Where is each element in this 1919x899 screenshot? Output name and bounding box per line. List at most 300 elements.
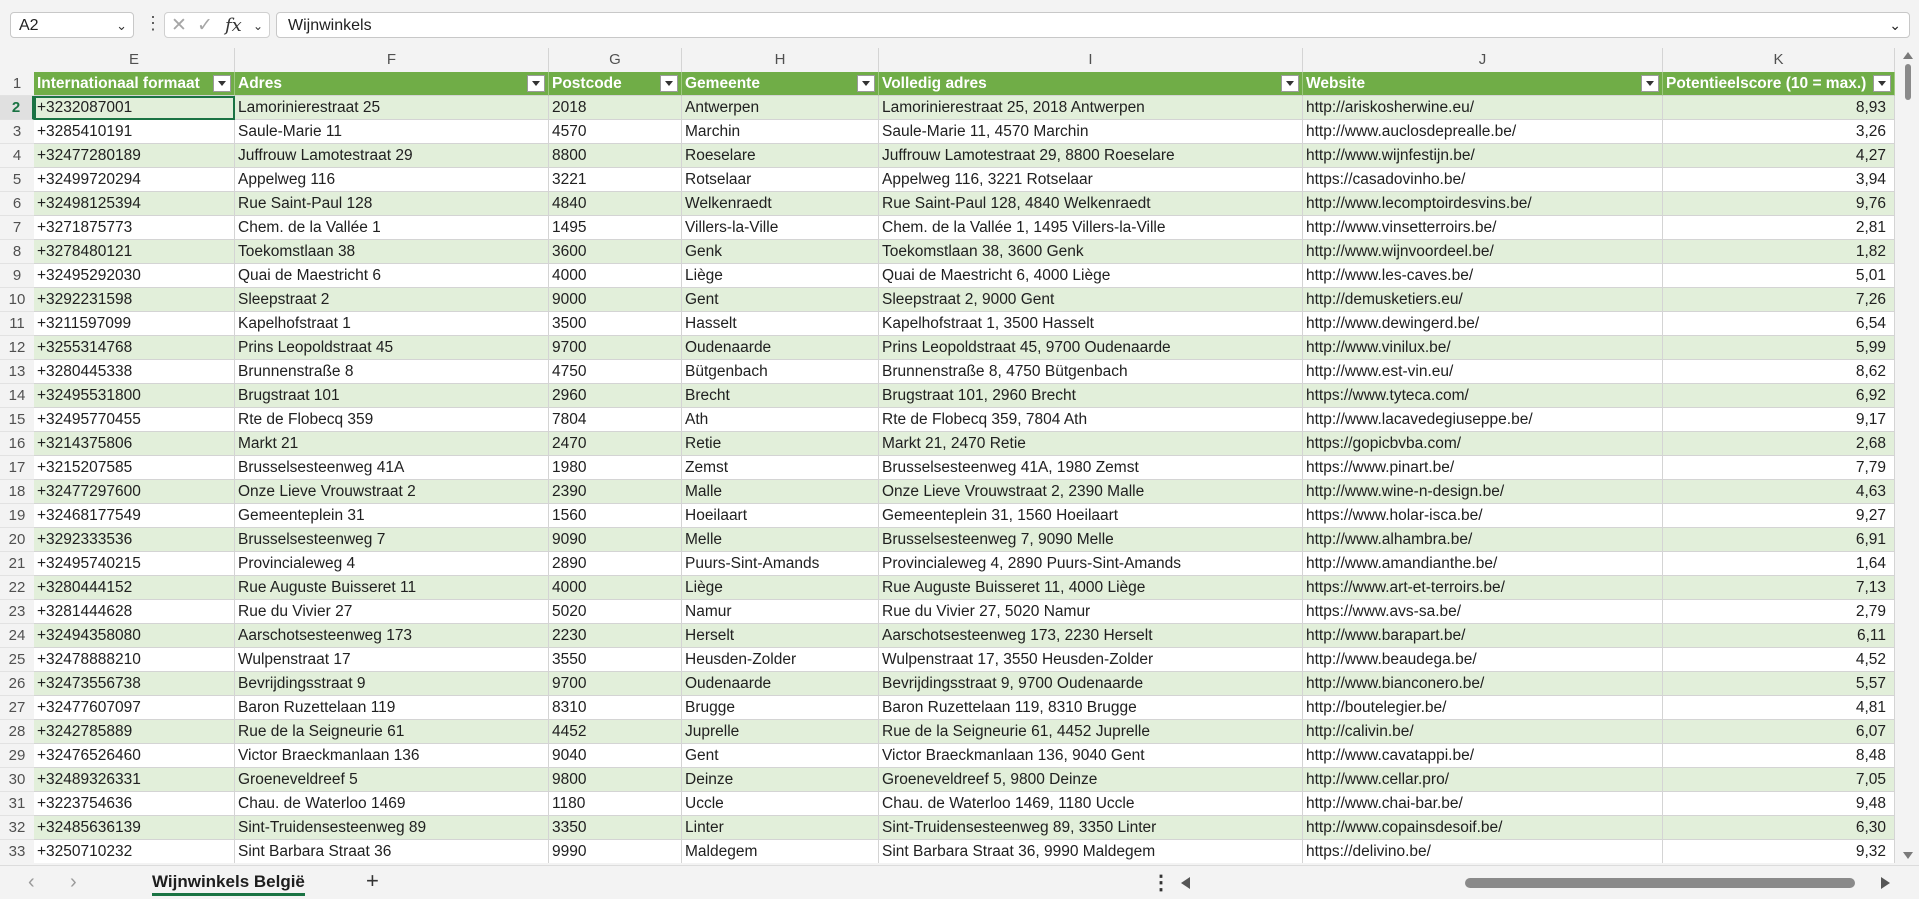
table-cell[interactable] xyxy=(235,672,549,696)
table-cell[interactable] xyxy=(549,192,682,216)
row-header[interactable]: 8 xyxy=(0,240,34,264)
table-cell[interactable] xyxy=(682,216,879,240)
table-cell[interactable] xyxy=(34,432,235,456)
sheet-tab[interactable] xyxy=(140,870,317,896)
row-header[interactable]: 2 xyxy=(0,96,34,120)
chevron-down-icon[interactable]: ⌄ xyxy=(253,19,264,33)
function-icon[interactable]: fx xyxy=(225,15,242,36)
table-cell[interactable] xyxy=(549,792,682,816)
table-cell[interactable] xyxy=(1663,144,1895,168)
table-cell[interactable] xyxy=(34,96,235,120)
table-cell[interactable] xyxy=(34,264,235,288)
table-cell[interactable] xyxy=(34,816,235,840)
table-cell[interactable] xyxy=(682,192,879,216)
table-cell[interactable] xyxy=(1663,288,1895,312)
table-cell[interactable] xyxy=(1303,768,1663,792)
table-cell[interactable] xyxy=(879,120,1303,144)
chevron-down-icon[interactable]: ⌄ xyxy=(116,18,127,33)
row-header[interactable]: 12 xyxy=(0,336,34,360)
table-cell[interactable] xyxy=(1663,552,1895,576)
table-cell[interactable] xyxy=(34,744,235,768)
table-cell[interactable] xyxy=(1663,264,1895,288)
table-cell[interactable] xyxy=(1663,720,1895,744)
spreadsheet-grid[interactable] xyxy=(0,48,1895,863)
table-cell[interactable] xyxy=(1663,504,1895,528)
row-header[interactable]: 4 xyxy=(0,144,34,168)
table-cell[interactable] xyxy=(1303,408,1663,432)
table-cell[interactable] xyxy=(879,144,1303,168)
row-header[interactable]: 3 xyxy=(0,120,34,144)
table-cell[interactable] xyxy=(549,504,682,528)
table-cell[interactable] xyxy=(1663,96,1895,120)
column-header[interactable]: H xyxy=(682,48,879,72)
table-cell[interactable] xyxy=(34,192,235,216)
row-header[interactable]: 26 xyxy=(0,672,34,696)
table-cell[interactable] xyxy=(1303,120,1663,144)
table-cell[interactable] xyxy=(1663,384,1895,408)
column-header[interactable]: E xyxy=(34,48,235,72)
name-box[interactable] xyxy=(10,12,134,38)
row-header[interactable]: 17 xyxy=(0,456,34,480)
table-cell[interactable] xyxy=(1303,840,1663,863)
table-cell[interactable] xyxy=(1303,240,1663,264)
table-cell[interactable] xyxy=(549,720,682,744)
scroll-right-icon[interactable] xyxy=(1881,877,1890,889)
scroll-up-icon[interactable] xyxy=(1903,52,1913,59)
row-header[interactable]: 33 xyxy=(0,840,34,863)
table-cell[interactable] xyxy=(1303,360,1663,384)
table-cell[interactable] xyxy=(34,576,235,600)
table-cell[interactable] xyxy=(1663,192,1895,216)
column-header[interactable]: K xyxy=(1663,48,1895,72)
filter-dropdown-icon[interactable] xyxy=(857,75,875,92)
row-header[interactable]: 31 xyxy=(0,792,34,816)
row-header[interactable]: 24 xyxy=(0,624,34,648)
table-cell[interactable] xyxy=(549,432,682,456)
table-cell[interactable] xyxy=(549,456,682,480)
table-cell[interactable] xyxy=(1303,576,1663,600)
table-cell[interactable] xyxy=(34,624,235,648)
table-cell[interactable] xyxy=(1303,456,1663,480)
table-cell[interactable] xyxy=(549,120,682,144)
table-cell[interactable] xyxy=(1663,600,1895,624)
more-icon[interactable]: ⋮ xyxy=(1151,872,1171,894)
table-cell[interactable] xyxy=(879,720,1303,744)
table-cell[interactable] xyxy=(34,696,235,720)
table-cell[interactable] xyxy=(682,840,879,863)
table-cell[interactable] xyxy=(1303,792,1663,816)
table-cell[interactable] xyxy=(682,528,879,552)
table-cell[interactable] xyxy=(879,336,1303,360)
row-header[interactable]: 5 xyxy=(0,168,34,192)
table-cell[interactable] xyxy=(235,432,549,456)
table-cell[interactable] xyxy=(34,240,235,264)
table-cell[interactable] xyxy=(34,792,235,816)
table-cell[interactable] xyxy=(549,672,682,696)
table-cell[interactable] xyxy=(235,264,549,288)
table-cell[interactable] xyxy=(682,696,879,720)
row-header[interactable]: 15 xyxy=(0,408,34,432)
table-cell[interactable] xyxy=(34,648,235,672)
table-cell[interactable] xyxy=(1663,696,1895,720)
table-cell[interactable] xyxy=(235,792,549,816)
chevron-down-icon[interactable]: ⌄ xyxy=(1889,17,1901,33)
row-header[interactable]: 20 xyxy=(0,528,34,552)
table-cell[interactable] xyxy=(549,360,682,384)
table-cell[interactable] xyxy=(682,312,879,336)
table-cell[interactable] xyxy=(34,504,235,528)
table-cell[interactable] xyxy=(1663,336,1895,360)
column-header[interactable]: G xyxy=(549,48,682,72)
table-cell[interactable] xyxy=(1303,696,1663,720)
table-cell[interactable] xyxy=(1303,96,1663,120)
table-cell[interactable] xyxy=(34,168,235,192)
table-cell[interactable] xyxy=(235,624,549,648)
column-title-cell[interactable] xyxy=(682,72,879,96)
row-header[interactable]: 25 xyxy=(0,648,34,672)
table-cell[interactable] xyxy=(549,744,682,768)
table-cell[interactable] xyxy=(235,240,549,264)
table-cell[interactable] xyxy=(34,480,235,504)
table-cell[interactable] xyxy=(1663,816,1895,840)
row-header[interactable]: 6 xyxy=(0,192,34,216)
table-cell[interactable] xyxy=(682,384,879,408)
table-cell[interactable] xyxy=(1303,744,1663,768)
table-cell[interactable] xyxy=(235,384,549,408)
table-cell[interactable] xyxy=(682,624,879,648)
table-cell[interactable] xyxy=(879,672,1303,696)
table-cell[interactable] xyxy=(1303,600,1663,624)
row-header[interactable]: 10 xyxy=(0,288,34,312)
table-cell[interactable] xyxy=(1663,744,1895,768)
table-cell[interactable] xyxy=(235,552,549,576)
table-cell[interactable] xyxy=(549,816,682,840)
table-cell[interactable] xyxy=(549,840,682,863)
table-cell[interactable] xyxy=(549,264,682,288)
table-cell[interactable] xyxy=(549,408,682,432)
table-cell[interactable] xyxy=(879,360,1303,384)
table-cell[interactable] xyxy=(1303,528,1663,552)
table-cell[interactable] xyxy=(34,384,235,408)
table-cell[interactable] xyxy=(682,648,879,672)
table-cell[interactable] xyxy=(549,768,682,792)
table-cell[interactable] xyxy=(235,840,549,863)
table-cell[interactable] xyxy=(1663,624,1895,648)
table-cell[interactable] xyxy=(235,192,549,216)
table-cell[interactable] xyxy=(879,744,1303,768)
row-header[interactable]: 23 xyxy=(0,600,34,624)
table-cell[interactable] xyxy=(549,168,682,192)
table-cell[interactable] xyxy=(879,552,1303,576)
row-header[interactable]: 1 xyxy=(0,72,34,96)
table-cell[interactable] xyxy=(682,816,879,840)
table-cell[interactable] xyxy=(34,216,235,240)
filter-dropdown-icon[interactable] xyxy=(1641,75,1659,92)
table-cell[interactable] xyxy=(879,504,1303,528)
table-cell[interactable] xyxy=(235,120,549,144)
table-cell[interactable] xyxy=(1303,384,1663,408)
row-header[interactable]: 9 xyxy=(0,264,34,288)
table-cell[interactable] xyxy=(1303,216,1663,240)
formula-input[interactable] xyxy=(276,12,1910,38)
row-header[interactable]: 18 xyxy=(0,480,34,504)
table-cell[interactable] xyxy=(549,696,682,720)
table-cell[interactable] xyxy=(235,144,549,168)
vertical-scroll-thumb[interactable] xyxy=(1905,64,1911,100)
column-title-cell[interactable] xyxy=(34,72,235,96)
table-cell[interactable] xyxy=(682,600,879,624)
table-cell[interactable] xyxy=(1303,624,1663,648)
table-cell[interactable] xyxy=(549,336,682,360)
table-cell[interactable] xyxy=(34,720,235,744)
table-cell[interactable] xyxy=(682,96,879,120)
row-header[interactable]: 13 xyxy=(0,360,34,384)
table-cell[interactable] xyxy=(682,336,879,360)
horizontal-scroll-thumb[interactable] xyxy=(1465,878,1855,888)
chevron-right-icon[interactable]: › xyxy=(70,871,77,893)
table-cell[interactable] xyxy=(549,312,682,336)
column-header[interactable]: F xyxy=(235,48,549,72)
scroll-left-icon[interactable] xyxy=(1181,877,1190,889)
column-title-cell[interactable] xyxy=(879,72,1303,96)
table-cell[interactable] xyxy=(34,600,235,624)
table-cell[interactable] xyxy=(34,840,235,863)
table-cell[interactable] xyxy=(682,120,879,144)
row-header[interactable]: 29 xyxy=(0,744,34,768)
table-cell[interactable] xyxy=(879,768,1303,792)
table-cell[interactable] xyxy=(235,576,549,600)
table-cell[interactable] xyxy=(1663,360,1895,384)
table-cell[interactable] xyxy=(34,288,235,312)
table-cell[interactable] xyxy=(34,768,235,792)
table-cell[interactable] xyxy=(1303,144,1663,168)
table-cell[interactable] xyxy=(1663,576,1895,600)
table-cell[interactable] xyxy=(549,216,682,240)
row-header[interactable]: 7 xyxy=(0,216,34,240)
table-cell[interactable] xyxy=(1663,216,1895,240)
table-cell[interactable] xyxy=(879,696,1303,720)
table-cell[interactable] xyxy=(1303,288,1663,312)
table-cell[interactable] xyxy=(549,648,682,672)
table-cell[interactable] xyxy=(549,576,682,600)
table-cell[interactable] xyxy=(549,288,682,312)
table-cell[interactable] xyxy=(1663,528,1895,552)
filter-dropdown-icon[interactable] xyxy=(213,75,231,92)
vertical-scrollbar[interactable] xyxy=(1897,48,1919,863)
table-cell[interactable] xyxy=(1303,312,1663,336)
table-cell[interactable] xyxy=(34,528,235,552)
filter-dropdown-icon[interactable] xyxy=(527,75,545,92)
table-cell[interactable] xyxy=(682,480,879,504)
table-cell[interactable] xyxy=(682,264,879,288)
table-cell[interactable] xyxy=(549,384,682,408)
table-cell[interactable] xyxy=(879,216,1303,240)
table-cell[interactable] xyxy=(235,360,549,384)
table-cell[interactable] xyxy=(879,264,1303,288)
table-cell[interactable] xyxy=(235,816,549,840)
table-cell[interactable] xyxy=(34,456,235,480)
table-cell[interactable] xyxy=(235,720,549,744)
table-cell[interactable] xyxy=(682,672,879,696)
add-icon[interactable]: + xyxy=(366,868,379,893)
row-header[interactable]: 30 xyxy=(0,768,34,792)
row-header[interactable]: 11 xyxy=(0,312,34,336)
column-title-cell[interactable] xyxy=(235,72,549,96)
table-cell[interactable] xyxy=(235,648,549,672)
table-cell[interactable] xyxy=(1663,648,1895,672)
table-cell[interactable] xyxy=(34,408,235,432)
table-cell[interactable] xyxy=(549,96,682,120)
table-cell[interactable] xyxy=(879,816,1303,840)
scroll-down-icon[interactable] xyxy=(1903,852,1913,859)
table-cell[interactable] xyxy=(1663,480,1895,504)
table-cell[interactable] xyxy=(235,600,549,624)
table-cell[interactable] xyxy=(235,504,549,528)
table-cell[interactable] xyxy=(1303,720,1663,744)
table-cell[interactable] xyxy=(235,336,549,360)
table-cell[interactable] xyxy=(1663,456,1895,480)
table-cell[interactable] xyxy=(549,600,682,624)
table-cell[interactable] xyxy=(235,168,549,192)
table-cell[interactable] xyxy=(1303,648,1663,672)
column-title-cell[interactable] xyxy=(549,72,682,96)
table-cell[interactable] xyxy=(879,384,1303,408)
table-cell[interactable] xyxy=(682,168,879,192)
table-cell[interactable] xyxy=(682,768,879,792)
row-header[interactable]: 14 xyxy=(0,384,34,408)
table-cell[interactable] xyxy=(1303,816,1663,840)
table-cell[interactable] xyxy=(682,360,879,384)
table-cell[interactable] xyxy=(235,312,549,336)
column-header[interactable]: J xyxy=(1303,48,1663,72)
filter-dropdown-icon[interactable] xyxy=(660,75,678,92)
row-header[interactable]: 28 xyxy=(0,720,34,744)
table-cell[interactable] xyxy=(34,552,235,576)
table-cell[interactable] xyxy=(235,96,549,120)
table-cell[interactable] xyxy=(682,504,879,528)
table-cell[interactable] xyxy=(34,336,235,360)
table-cell[interactable] xyxy=(549,144,682,168)
table-cell[interactable] xyxy=(235,216,549,240)
table-cell[interactable] xyxy=(1303,504,1663,528)
table-cell[interactable] xyxy=(682,240,879,264)
column-header[interactable]: I xyxy=(879,48,1303,72)
table-cell[interactable] xyxy=(1303,432,1663,456)
table-cell[interactable] xyxy=(1303,168,1663,192)
table-cell[interactable] xyxy=(34,120,235,144)
table-cell[interactable] xyxy=(879,192,1303,216)
table-cell[interactable] xyxy=(682,408,879,432)
row-header[interactable]: 27 xyxy=(0,696,34,720)
check-icon[interactable]: ✓ xyxy=(197,15,213,36)
table-cell[interactable] xyxy=(682,792,879,816)
chevron-left-icon[interactable]: ‹ xyxy=(28,871,35,893)
column-title-cell[interactable] xyxy=(1303,72,1663,96)
table-cell[interactable] xyxy=(1663,768,1895,792)
table-cell[interactable] xyxy=(549,624,682,648)
row-header[interactable]: 16 xyxy=(0,432,34,456)
table-cell[interactable] xyxy=(879,576,1303,600)
table-cell[interactable] xyxy=(682,576,879,600)
select-all-corner[interactable] xyxy=(0,48,34,72)
table-cell[interactable] xyxy=(34,144,235,168)
table-cell[interactable] xyxy=(235,528,549,552)
table-cell[interactable] xyxy=(879,432,1303,456)
row-header[interactable]: 21 xyxy=(0,552,34,576)
table-cell[interactable] xyxy=(549,528,682,552)
table-cell[interactable] xyxy=(682,720,879,744)
row-header[interactable]: 32 xyxy=(0,816,34,840)
more-vertical-icon[interactable]: ⋮ xyxy=(144,13,162,33)
table-cell[interactable] xyxy=(682,144,879,168)
table-cell[interactable] xyxy=(879,480,1303,504)
table-cell[interactable] xyxy=(1663,240,1895,264)
table-cell[interactable] xyxy=(549,480,682,504)
table-cell[interactable] xyxy=(879,168,1303,192)
table-cell[interactable] xyxy=(879,312,1303,336)
table-cell[interactable] xyxy=(235,696,549,720)
table-cell[interactable] xyxy=(34,672,235,696)
table-cell[interactable] xyxy=(235,744,549,768)
table-cell[interactable] xyxy=(879,288,1303,312)
table-cell[interactable] xyxy=(1663,672,1895,696)
table-cell[interactable] xyxy=(1663,792,1895,816)
table-cell[interactable] xyxy=(879,648,1303,672)
table-cell[interactable] xyxy=(235,288,549,312)
table-cell[interactable] xyxy=(235,480,549,504)
table-cell[interactable] xyxy=(1303,552,1663,576)
table-cell[interactable] xyxy=(879,600,1303,624)
table-cell[interactable] xyxy=(1663,120,1895,144)
table-cell[interactable] xyxy=(879,96,1303,120)
table-cell[interactable] xyxy=(879,528,1303,552)
table-cell[interactable] xyxy=(1663,312,1895,336)
table-cell[interactable] xyxy=(682,288,879,312)
table-cell[interactable] xyxy=(235,768,549,792)
table-cell[interactable] xyxy=(1663,168,1895,192)
table-cell[interactable] xyxy=(682,432,879,456)
cancel-icon[interactable]: ✕ xyxy=(171,15,187,36)
table-cell[interactable] xyxy=(34,312,235,336)
table-cell[interactable] xyxy=(549,552,682,576)
table-cell[interactable] xyxy=(1303,336,1663,360)
table-cell[interactable] xyxy=(235,456,549,480)
table-cell[interactable] xyxy=(879,624,1303,648)
table-cell[interactable] xyxy=(879,240,1303,264)
filter-dropdown-icon[interactable] xyxy=(1873,75,1891,92)
table-cell[interactable] xyxy=(879,792,1303,816)
table-cell[interactable] xyxy=(34,360,235,384)
row-header[interactable]: 19 xyxy=(0,504,34,528)
table-cell[interactable] xyxy=(879,408,1303,432)
table-cell[interactable] xyxy=(1663,408,1895,432)
filter-dropdown-icon[interactable] xyxy=(1281,75,1299,92)
table-cell[interactable] xyxy=(235,408,549,432)
table-cell[interactable] xyxy=(1303,480,1663,504)
table-cell[interactable] xyxy=(879,456,1303,480)
table-cell[interactable] xyxy=(1303,264,1663,288)
row-header[interactable]: 22 xyxy=(0,576,34,600)
table-cell[interactable] xyxy=(1303,672,1663,696)
table-cell[interactable] xyxy=(682,744,879,768)
table-cell[interactable] xyxy=(682,456,879,480)
table-cell[interactable] xyxy=(1303,192,1663,216)
table-cell[interactable] xyxy=(682,552,879,576)
table-cell[interactable] xyxy=(1663,432,1895,456)
table-cell[interactable] xyxy=(879,840,1303,863)
table-cell[interactable] xyxy=(1663,840,1895,863)
column-title-cell[interactable] xyxy=(1663,72,1895,96)
